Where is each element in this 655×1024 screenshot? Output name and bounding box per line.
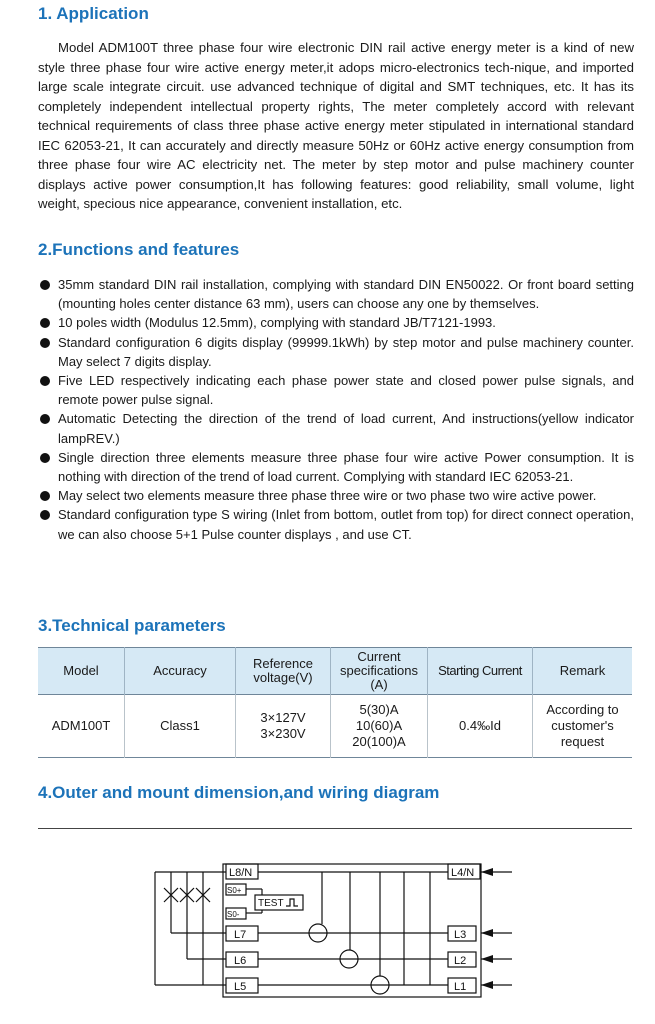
column-header-model: Model [38,648,125,695]
remark-line: request [560,734,605,749]
list-item: 10 poles width (Modulus 12.5mm), complying with standard JB/T7121-1993. [40,313,634,332]
label-test: TEST [258,898,284,909]
cell-accuracy: Class1 [125,695,236,758]
section-2-heading: 2.Functions and features [38,240,240,259]
list-item: Standard configuration 6 digits display (99999.1kWh) by step motor and pulse machinery counter. May select 7 digits display. [40,333,634,371]
remark-line: According to [546,702,619,717]
list-item: Automatic Detecting the direction of the trend of load current, And instructions(yellow indicator lampREV.) [40,409,634,447]
table-header-row [38,648,632,695]
divider [38,828,632,829]
label-l4n: L4/N [451,867,475,879]
current-value: 5(30)A [359,702,399,717]
column-header-remark: Remark [533,648,633,695]
label-l5: L5 [234,981,247,993]
voltage-value: 3×230V [260,726,306,741]
label-l7: L7 [234,929,247,941]
list-item: Standard configuration type S wiring (Inlet from bottom, outlet from top) for direct connect operation, we can also choose 5+1 Pulse counter displays , and use CT. [40,505,634,543]
arrow-icon [481,868,493,876]
label-l8n: L8/N [229,867,253,879]
cell-remark [533,695,633,758]
application-paragraph: Model ADM100T three phase four wire electronic DIN rail active energy meter is a kind of new style three phase four wire active energy meter,it adops micro-electronics tech-nique, and imported large scale integrate circuit. use advanced technique of digital and SMT techniques, etc. It has its completely independent intellectual property rights, The meter completely accord with relevant technical requirements of class three phase active energy meter stipulated in international standard IEC 62053-21, It can accurately and directly measure 50Hz or 60Hz active energy consumption from three phase four wire AC electricity net. The meter by step motor and pulse machinery counter displays active power consumption,It has following features: good reliability, small volume, light weight, specious nice appearance, convenient installation, etc. [38,40,634,211]
wiring-diagram [0,840,655,1015]
table-row [38,695,632,758]
section-1-heading: 1. Application [38,4,149,23]
label-s0-plus: S0+ [227,886,242,895]
meter-body [223,864,481,997]
label-l6: L6 [234,955,247,967]
list-item: 35mm standard DIN rail installation, complying with standard DIN EN50022. Or front board setting (mounting holes center distance 63 mm), users can choose any one by themselves. [40,275,634,313]
technical-parameters-table [38,647,632,758]
cell-starting-current: 0.4‰Id [428,695,533,758]
pulse-icon [286,899,298,906]
section-4-heading: 4.Outer and mount dimension,and wiring diagram [38,783,440,802]
cell-current [331,695,428,758]
features-list [40,275,634,544]
list-item: Five LED respectively indicating each phase power state and closed power pulse signals, and remote power pulse signal. [40,371,634,409]
section-3-heading: 3.Technical parameters [38,616,226,635]
label-l3: L3 [454,929,467,941]
arrow-icon [481,955,493,963]
cell-model: ADM100T [51,718,111,733]
list-item: Single direction three elements measure three phase four wire active Power consumption. It is nothing with direction of the trend of load current. Complying with standard IEC 62053-21. [40,448,634,486]
label-l1: L1 [454,981,467,993]
column-header-accuracy: Accuracy [125,648,236,695]
column-header-starting-current: Starting Current [428,648,533,695]
arrow-icon [481,929,493,937]
label-l2: L2 [454,955,467,967]
current-value: 10(60)A [355,718,403,733]
voltage-value: 3×127V [260,710,306,725]
remark-line: customer's [551,718,614,733]
current-value: 20(100)A [352,734,406,749]
column-header-voltage: Reference voltage(V) [236,648,331,695]
list-item: May select two elements measure three phase three wire or two phase two wire active power. [40,486,634,505]
cell-voltage [236,695,331,758]
column-header-current: Current specifications (A) [331,648,428,695]
label-s0-minus: S0- [227,910,240,919]
arrow-icon [481,981,493,989]
